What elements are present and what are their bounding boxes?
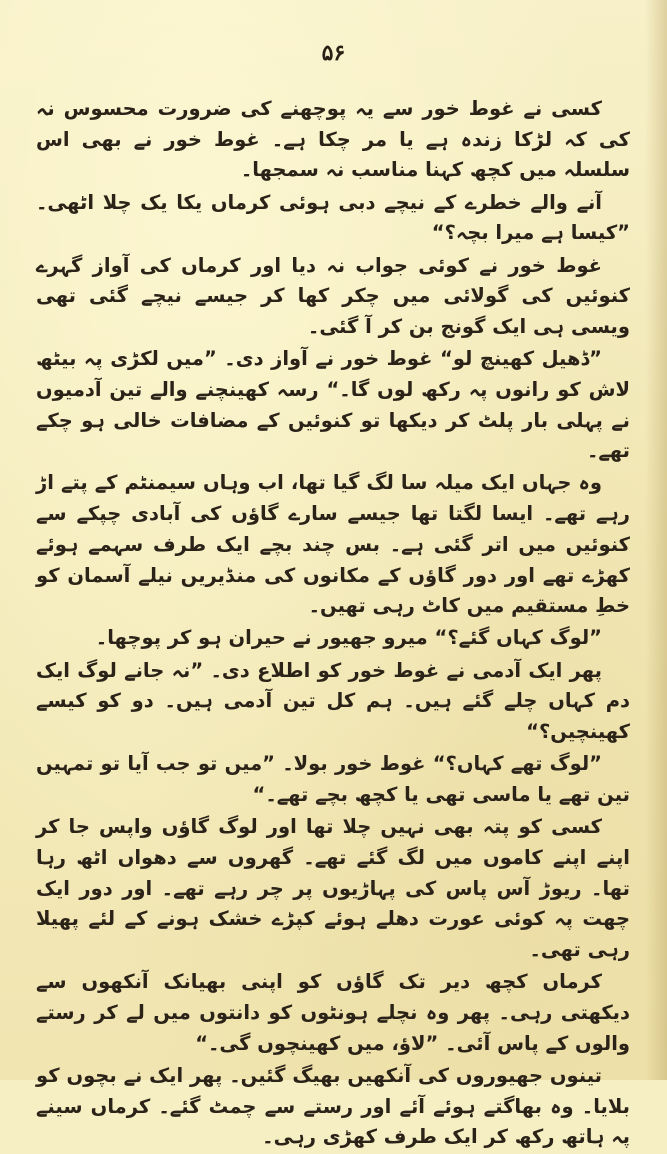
paragraph: کسی نے غوط خور سے یہ پوچھنے کی ضرورت محسوس نہ کی کہ لڑکا زندہ ہے یا مر چکا ہے۔ غوط خور نے بھی اس سلسلہ میں کچھ کہنا مناسب نہ سمجھا۔: [36, 97, 630, 182]
paragraph: آنے والے خطرے کے نیچے دبی ہوئی کرماں یکا یک چلا اٹھی۔ ”کیسا ہے میرا بچہ؟“: [36, 190, 630, 245]
paragraph: ”لوگ کہاں گئے؟“ میرو جھیور نے حیران ہو کر پوچھا۔: [95, 626, 602, 650]
paragraph: ”لوگ تھے کہاں؟“ غوط خور بولا۔ ”میں تو جب آیا تو تمہیں تین تھے یا ماسی تھی یا کچھ بچے تھے۔“: [36, 752, 630, 806]
page-text-body: [36, 94, 630, 1154]
paragraph: کرماں کچھ دیر تک گاؤں کو اپنی بھیانک آنکھوں سے دیکھتی رہی۔ پھر وہ نچلے ہونٹوں کو دانتوں میں لے کر رستے والوں کے پاس آئی۔ ”لاؤ، میں کھینچوں گی۔“: [36, 970, 630, 1055]
paragraph: ”ڈھیل کھینچ لو“ غوط خور نے آواز دی۔ ”میں لکڑی پہ بیٹھ لاش کو رانوں پہ رکھ لوں گا۔“ رسہ کھینچنے والے تین آدمیوں نے پہلی بار پلٹ کر دیکھا تو کنوئیں کے مضافات خالی ہو چکے تھے۔: [36, 347, 630, 463]
paragraph: غوط خور نے کوئی جواب نہ دیا اور کرماں کی آواز گہرے کنوئیں کی گولائی میں چکر کھا کر جیسے نیچے گئی تھی ویسی ہی ایک گونج بن کر آ گئی۔: [36, 253, 630, 338]
paragraph: کسی کو پتہ بھی نہیں چلا تھا اور لوگ گاؤں واپس جا کر اپنے اپنے کاموں میں لگ گئے تھے۔ گھروں سے دھواں اٹھ رہا تھا۔ ریوڑ آس پاس کی پہاڑیوں پر چر رہے تھے۔ اور دور ایک چھت پہ کوئی عورت دھلے ہوئے کپڑے خشک ہونے کے لئے پھیلا رہی تھی۔: [36, 815, 630, 961]
page-number: ۵۶: [321, 40, 346, 66]
paragraph: تینوں جھیوروں کی آنکھیں بھیگ گئیں۔ پھر ایک نے بچوں کو بلایا۔ وہ بھاگتے ہوئے آئے اور رستے سے چمٹ گئے۔ کرماں سینے پہ ہاتھ رکھ کر ایک طرف کھڑی رہی۔: [36, 1063, 630, 1149]
page-edge-shadow: [645, 0, 667, 1080]
paragraph: وہ جہاں ایک میلہ سا لگ گیا تھا، اب وہاں سیمنٹم کے پتے اڑ رہے تھے۔ ایسا لگتا تھا جیسے سارے گاؤں کی آبادی چپکے سے کنوئیں میں اتر گئی ہے۔ بس چند بچے ایک طرف سہمے ہوئے کھڑے تھے اور دور گاؤں کے مکانوں کی منڈیریں نیلے آسمان کو خطِ مستقیم میں کاٹ رہی تھیں۔: [36, 471, 630, 618]
paragraph: پھر ایک آدمی نے غوط خور کو اطلاع دی۔ ”نہ جانے لوگ ایک دم کہاں چلے گئے ہیں۔ ہم کل تین آدمی ہیں۔ دو کو کیسے کھینچیں؟“: [36, 658, 630, 744]
